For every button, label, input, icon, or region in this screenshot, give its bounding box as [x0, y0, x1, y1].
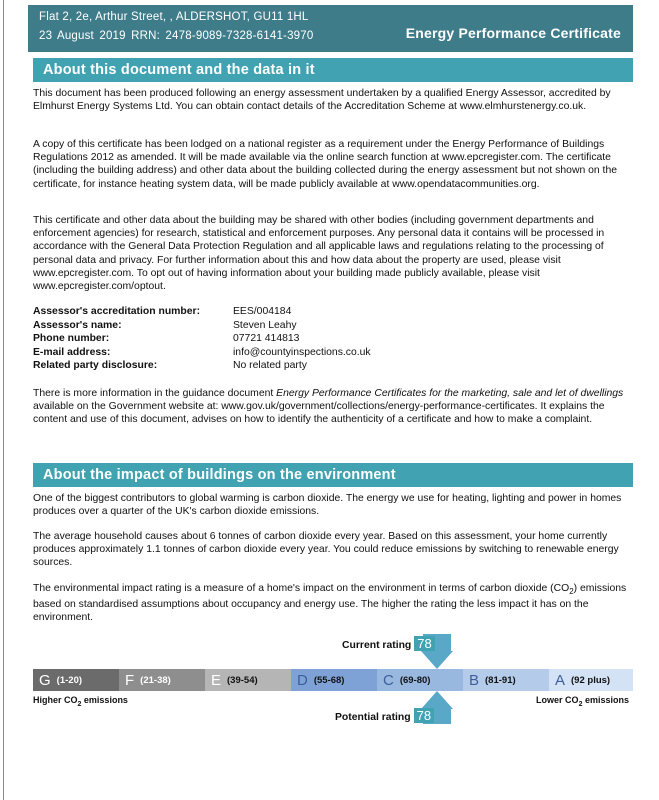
- detail-value: 07721 414813: [233, 333, 300, 344]
- co2-subscript: 2: [578, 700, 583, 708]
- certificate-title: Energy Performance Certificate: [405, 25, 621, 41]
- potential-rating-label: [335, 708, 434, 723]
- assessor-details: [33, 305, 633, 373]
- band-range: (81-91): [485, 674, 516, 686]
- impact-text-pre: The environmental impact rating is a measure of a home's impact on the environment in terms of carbon dioxide (CO: [33, 583, 570, 594]
- environmental-rating-bar: [33, 669, 633, 691]
- band-letter: B: [469, 671, 480, 689]
- page-left-border: [3, 0, 4, 800]
- band-letter: C: [383, 671, 394, 689]
- guidance-text-pre: There is more information in the guidance document: [33, 388, 277, 399]
- paragraph-carbon: One of the biggest contributors to global warming is carbon dioxide. The energy we use for heating, lighting and power in homes produces over a quarter of the UK's carbon dioxide emissions.: [33, 493, 622, 518]
- detail-row: [33, 319, 633, 333]
- band-letter: F: [125, 671, 135, 689]
- band-b: [463, 669, 549, 691]
- paragraph-register: A copy of this certificate has been lodged on a national register as a requirement under the Energy Performance of Buildings Regulations 2012 as amended. It will be made available via the online search function at www.epcregister.com. The certificate (including the building address) and other data about the building collected during the energy assessment but not shown on the certificate, for instance heating system data, will be made publicly available at www.opendatacommunities.org.: [33, 139, 617, 190]
- higher-emissions-pre: Higher CO: [33, 695, 78, 705]
- detail-label: Phone number:: [33, 333, 110, 344]
- detail-row: [33, 359, 633, 373]
- paragraph-assessment: This document has been produced following an energy assessment undertaken by a qualified Energy Assessor, accredited by Elmhurst Energy Systems Ltd. You can obtain contact details of the Accreditation Scheme at www.elmhurstenergy.co.uk.: [33, 88, 611, 113]
- co2-subscript: 2: [569, 587, 574, 597]
- band-range: (39-54): [227, 674, 258, 686]
- potential-rating-text: Potential rating: [335, 712, 411, 723]
- band-a: [549, 669, 633, 691]
- current-rating-arrow: [421, 651, 453, 669]
- higher-emissions-post: emissions: [81, 695, 128, 705]
- property-address: Flat 2, 2e, Arthur Street, , ALDERSHOT, GU11 1HL: [39, 11, 309, 23]
- band-letter: G: [39, 671, 51, 689]
- potential-rating-arrow: [421, 691, 453, 709]
- band-f: [119, 669, 205, 691]
- co2-subscript: 2: [77, 700, 82, 708]
- band-d: [291, 669, 377, 691]
- band-letter: A: [555, 671, 566, 689]
- band-range: (92 plus): [571, 674, 611, 686]
- band-c: [377, 669, 463, 691]
- higher-emissions-label: [33, 695, 128, 708]
- detail-row: [33, 346, 633, 360]
- detail-row: [33, 332, 633, 346]
- band-range: (21-38): [140, 674, 171, 686]
- current-rating-label: [342, 636, 435, 651]
- impact-text-post: ) emissions based on standardised assumptions about occupancy and energy use. The higher the rating the less impact it has on the environment.: [33, 583, 627, 624]
- guidance-text-post: available on the Government website at: www.gov.uk/government/collections/energy-performance-certificates. It explains the content and use of this document, advises on how to identify the authenticity of a certificate and how to make a complaint.: [33, 401, 605, 426]
- paragraph-data-sharing: This certificate and other data about the building may be shared with other bodies (including government departments and enforcement agencies) for research, statistical and enforcement purposes. Any personal data it contains will be processed in accordance with the General Data Protection Regulation and all applicable laws and regulations relating to the processing of personal data and privacy. For further information about this and how data about the property are used, please visit www.epcregister.com. To opt out of having information about your building made publicly available, please visit www.epcregister.com/optout.: [33, 215, 605, 293]
- certificate-header: [28, 5, 633, 52]
- detail-row: [33, 305, 633, 319]
- date-and-rrn: 23 August 2019 RRN: 2478-9089-7328-6141-3970: [39, 30, 314, 42]
- current-rating-value: 78: [414, 636, 434, 651]
- band-range: (55-68): [313, 674, 345, 686]
- section-heading-about-document: About this document and the data in it: [33, 58, 633, 82]
- paragraph-impact-rating: [33, 582, 633, 625]
- potential-rating-value: 78: [414, 708, 434, 723]
- band-g: [33, 669, 119, 691]
- band-range: (1-20): [56, 674, 83, 686]
- detail-value: No related party: [233, 360, 307, 371]
- guidance-document-title: Energy Performance Certificates for the marketing, sale and let of dwellings: [276, 388, 624, 399]
- band-letter: D: [297, 671, 308, 689]
- detail-label: Related party disclosure:: [33, 360, 158, 371]
- lower-emissions-pre: Lower CO: [536, 695, 579, 705]
- lower-emissions-post: emissions: [582, 695, 629, 705]
- detail-value: Steven Leahy: [233, 319, 297, 331]
- detail-label: Assessor's accreditation number:: [33, 306, 201, 317]
- band-letter: E: [211, 671, 222, 689]
- band-e: [205, 669, 291, 691]
- detail-value: info@countyinspections.co.uk: [233, 346, 371, 358]
- detail-value: EES/004184: [233, 306, 292, 317]
- detail-label: E-mail address:: [33, 346, 111, 358]
- current-rating-text: Current rating: [342, 640, 412, 651]
- section-heading-environment: About the impact of buildings on the environment: [33, 463, 633, 487]
- band-range: (69-80): [399, 674, 431, 686]
- paragraph-guidance: [33, 387, 633, 427]
- paragraph-household: The average household causes about 6 tonnes of carbon dioxide every year. Based on this assessment, your home currently produces approximately 1.1 tonnes of carbon dioxide every year. You could reduce emissions by switching to renewable energy sources.: [33, 531, 619, 569]
- lower-emissions-label: [536, 695, 629, 708]
- detail-label: Assessor's name:: [33, 319, 122, 331]
